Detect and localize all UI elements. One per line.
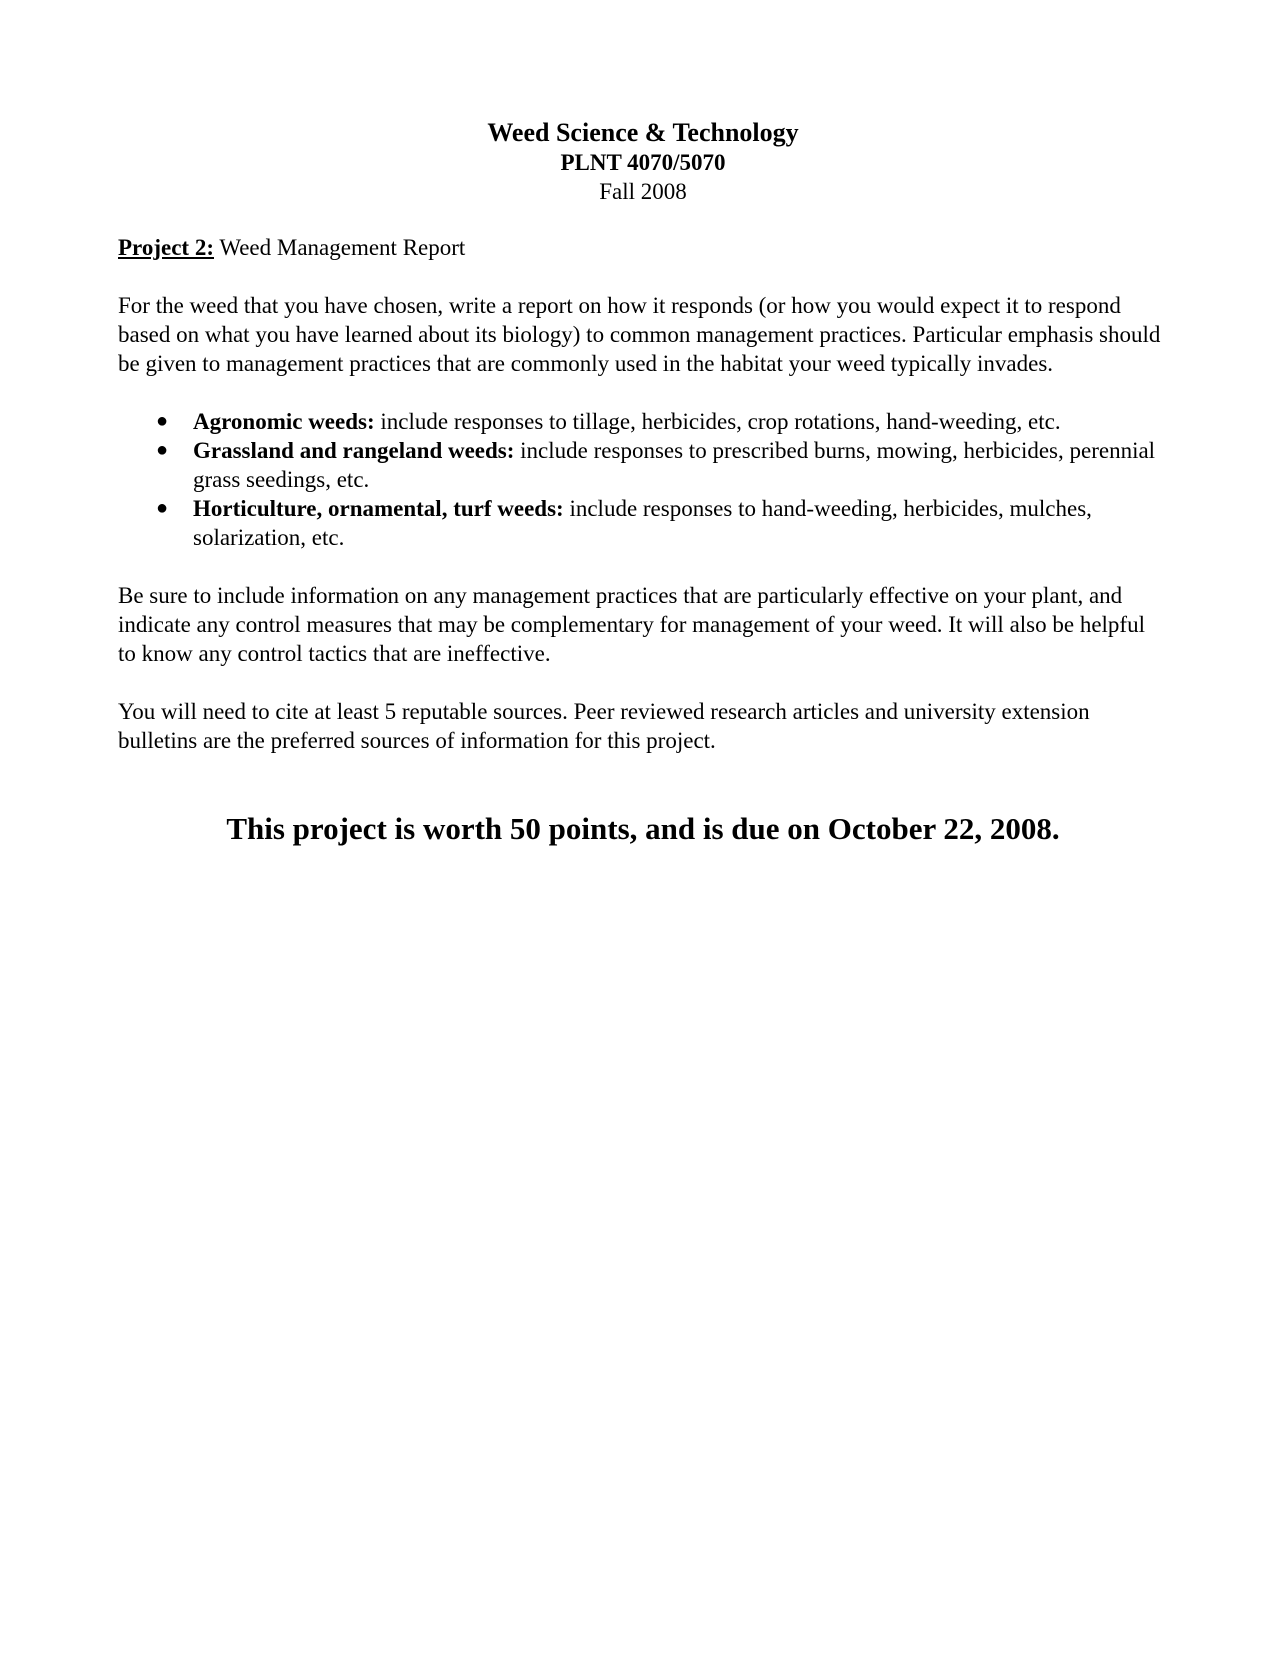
effectiveness-paragraph: Be sure to include information on any management practices that are particularly effective on your plant, and indicate any control measures that may be complementary for management of your weed. It will also be helpful to know any control tactics that are ineffective. [118, 583, 1145, 666]
document-title: Weed Science & Technology [487, 118, 799, 147]
bullet-icon: ● [156, 497, 169, 519]
document-page [118, 118, 1168, 847]
list-item-agronomic [118, 407, 1168, 436]
bullet-icon: ● [156, 439, 169, 461]
project-name: Weed Management Report [219, 235, 466, 260]
bullet-text: include responses to hand-weeding, herbicides, mulches, solarization, etc. [193, 496, 1092, 550]
project-heading [118, 233, 1168, 262]
list-item-horticulture [118, 494, 1168, 552]
document-header [118, 118, 1168, 206]
bullet-text: include responses to prescribed burns, mowing, herbicides, perennial grass seedings, etc. [193, 438, 1156, 492]
list-item-grassland [118, 436, 1168, 494]
sources-paragraph: You will need to cite at least 5 reputable sources. Peer reviewed research articles and university extension bulletins are the preferred sources of information for this project. [118, 699, 1090, 753]
bullet-term: Grassland and rangeland weeds: [193, 438, 515, 463]
intro-paragraph: For the weed that you have chosen, write a report on how it responds (or how you would expect it to respond based on what you have learned about its biology) to common management practices. Particular emphasis should be given to management practices that are commonly used in the habitat your weed typically invades. [118, 293, 1161, 376]
weed-category-list [118, 407, 1168, 552]
course-term: Fall 2008 [599, 179, 687, 204]
project-label: Project 2: [118, 235, 214, 260]
due-statement: This project is worth 50 points, and is due on October 22, 2008. [226, 811, 1060, 846]
bullet-term: Agronomic weeds: [193, 409, 375, 434]
bullet-icon: ● [156, 410, 169, 432]
bullet-term: Horticulture, ornamental, turf weeds: [193, 496, 564, 521]
course-code: PLNT 4070/5070 [560, 150, 726, 175]
bullet-text: include responses to tillage, herbicides, crop rotations, hand-weeding, etc. [374, 409, 1061, 434]
